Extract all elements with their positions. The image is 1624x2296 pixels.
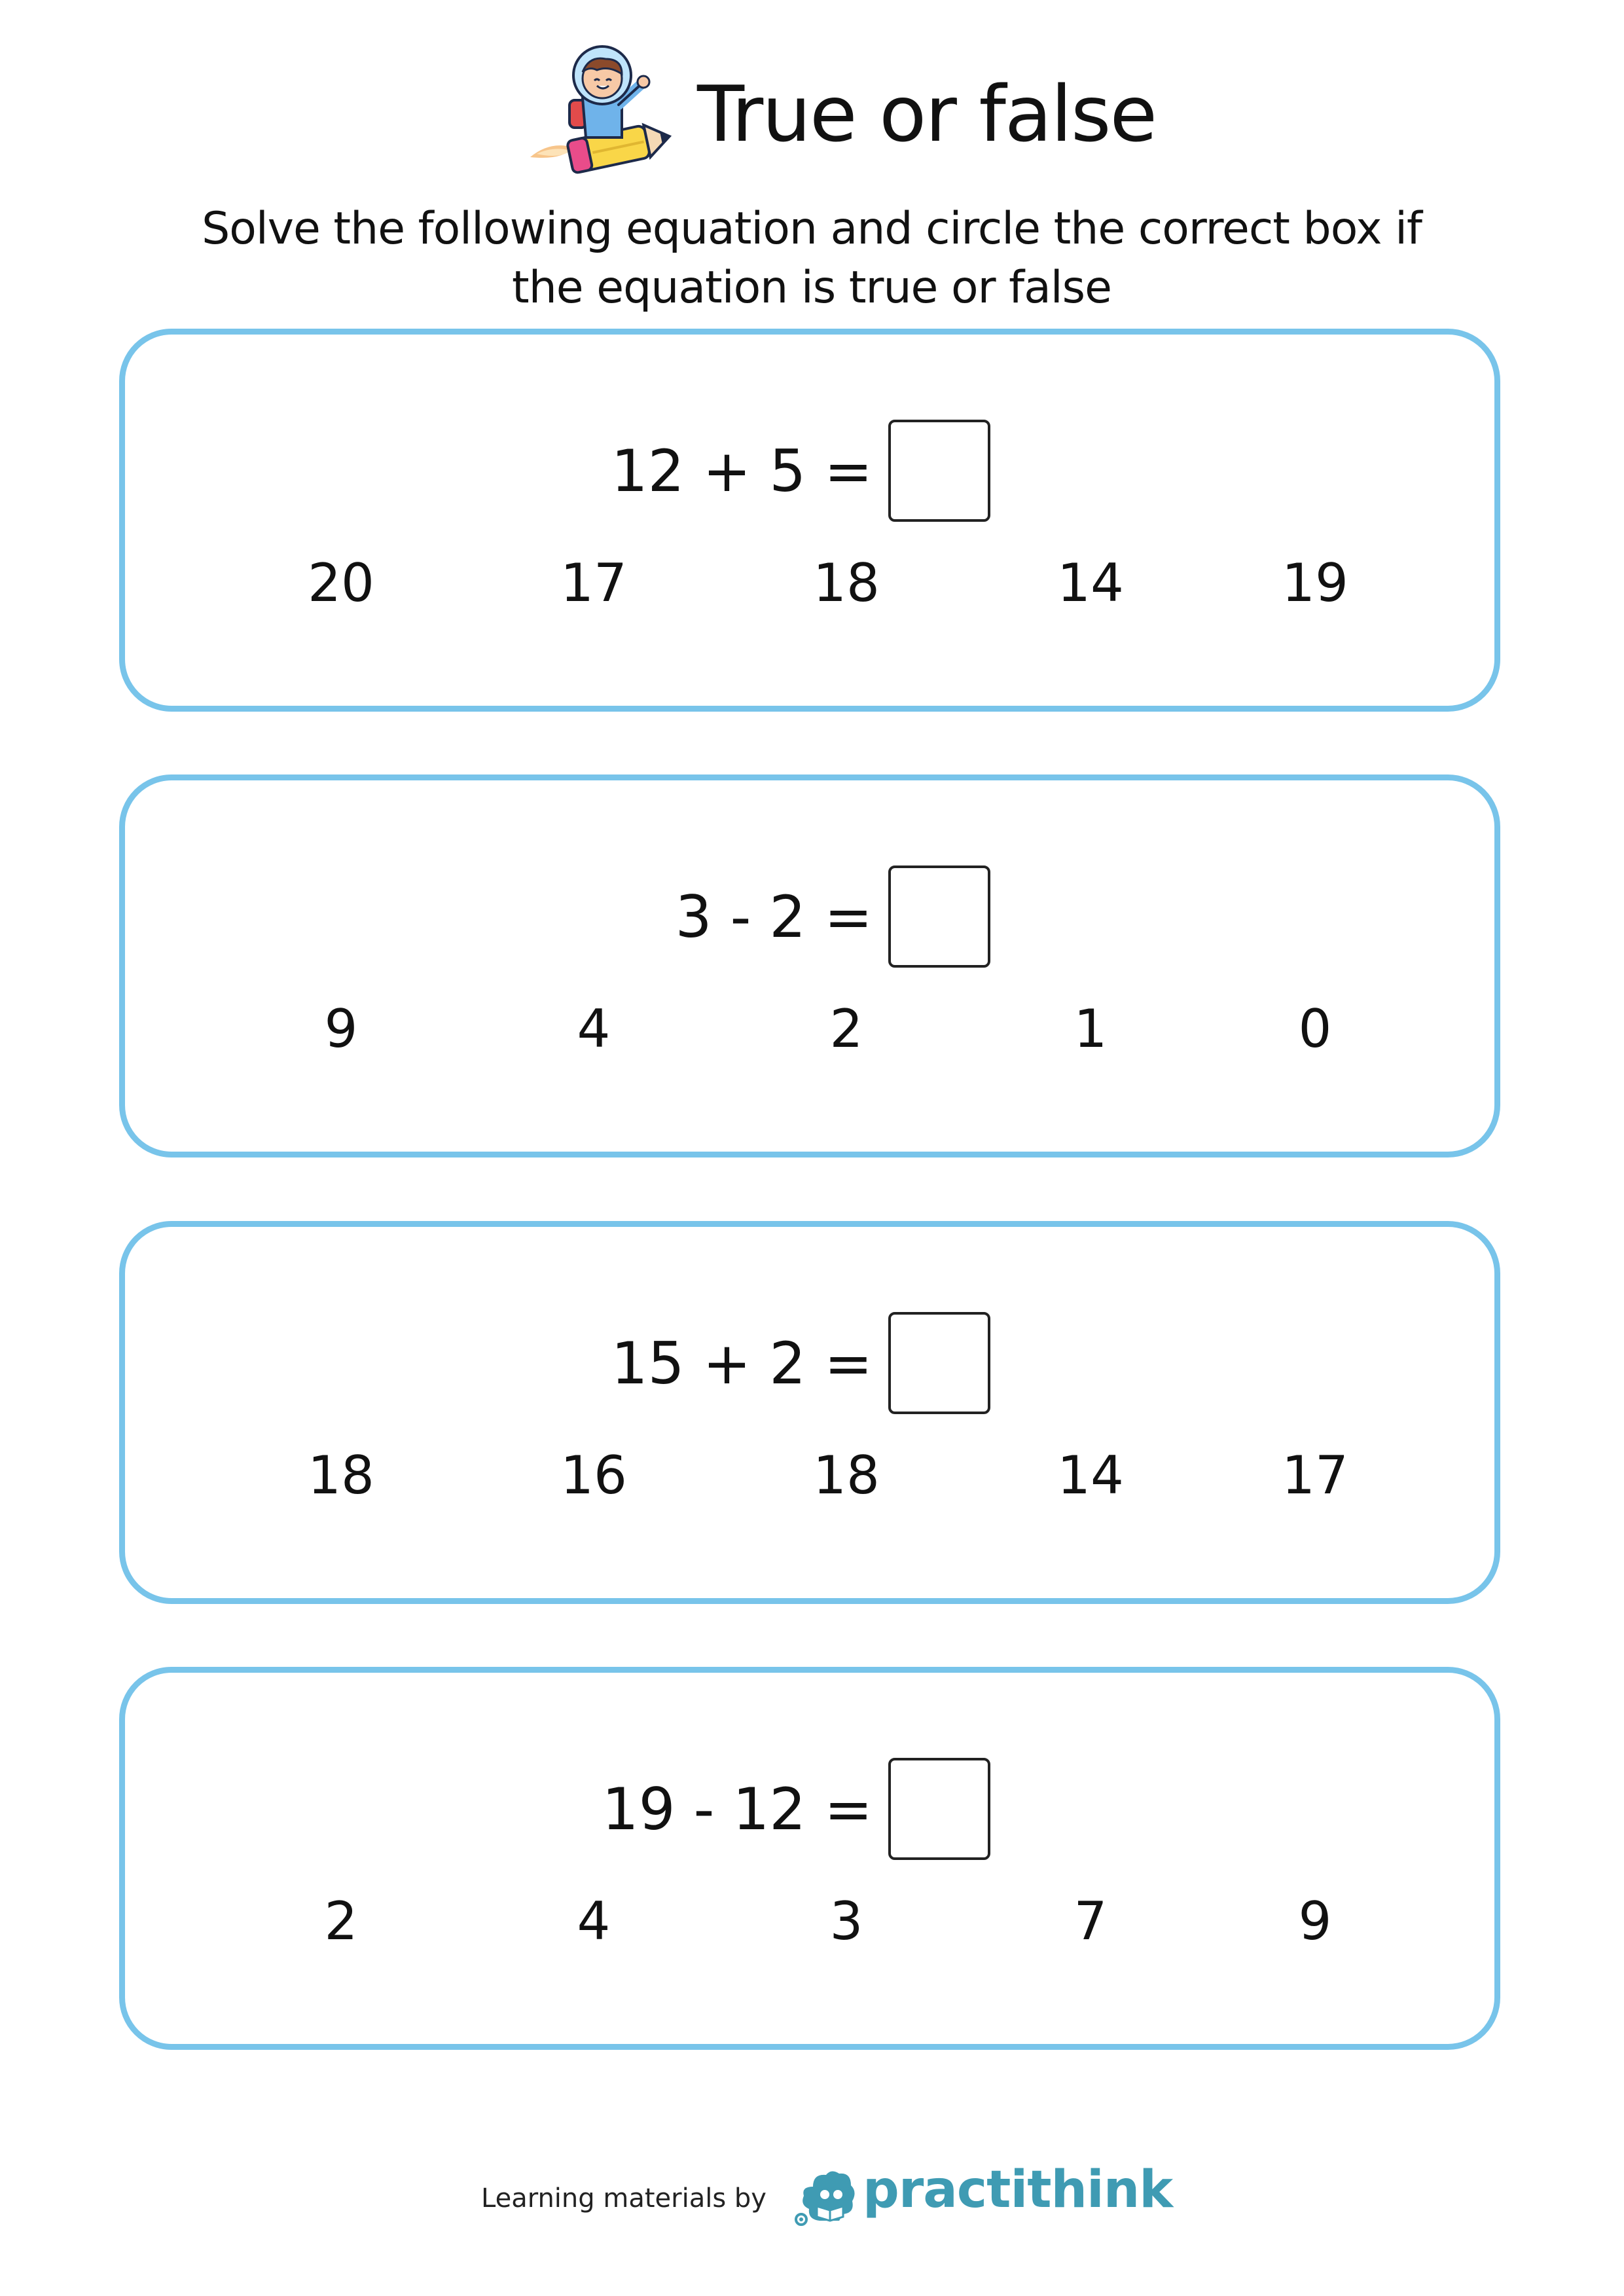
problem-card [119, 329, 1500, 712]
answer-option[interactable]: 4 [577, 998, 611, 1059]
problem-card [119, 1221, 1500, 1604]
answer-option[interactable]: 2 [324, 1891, 358, 1952]
answer-box[interactable] [888, 1312, 990, 1414]
equation-text: 15 + 2 = [611, 1329, 873, 1397]
answer-box[interactable] [888, 420, 990, 522]
footer-credit: Learning materials by [481, 2183, 767, 2214]
answer-option[interactable]: 3 [829, 1891, 863, 1952]
answer-option[interactable]: 14 [1057, 553, 1124, 613]
answer-box[interactable] [888, 1758, 990, 1860]
answer-option[interactable]: 18 [813, 553, 880, 613]
answer-option[interactable]: 4 [577, 1891, 611, 1952]
answer-box[interactable] [888, 866, 990, 968]
answer-option[interactable]: 7 [1074, 1891, 1108, 1952]
equation-text: 19 - 12 = [602, 1775, 873, 1843]
page-title: True or false [697, 69, 1157, 159]
answer-option[interactable]: 9 [1298, 1891, 1332, 1952]
worksheet-header [0, 36, 1624, 193]
answer-option[interactable]: 9 [324, 998, 358, 1059]
equation-text: 12 + 5 = [611, 437, 873, 505]
answer-option[interactable]: 2 [829, 998, 863, 1059]
problem-card [119, 1667, 1500, 2050]
answer-option[interactable]: 20 [308, 553, 374, 613]
answer-option[interactable]: 18 [308, 1445, 374, 1506]
answer-option[interactable]: 0 [1298, 998, 1332, 1059]
brand-name: practithink [863, 2160, 1173, 2219]
answer-option[interactable]: 18 [813, 1445, 880, 1506]
answer-option[interactable]: 14 [1057, 1445, 1124, 1506]
brain-reader-logo-icon [793, 2167, 859, 2232]
answer-option[interactable]: 17 [1282, 1445, 1348, 1506]
answer-option[interactable]: 17 [560, 553, 627, 613]
astronaut-riding-pencil-rocket-icon [524, 43, 674, 193]
instructions-text: Solve the following equation and circle the correct box if the equation is true or false [202, 203, 1422, 314]
answer-option[interactable]: 1 [1074, 998, 1108, 1059]
answer-option[interactable]: 19 [1282, 553, 1348, 613]
problem-card [119, 774, 1500, 1157]
answer-option[interactable]: 16 [560, 1445, 627, 1506]
equation-text: 3 - 2 = [675, 883, 873, 951]
